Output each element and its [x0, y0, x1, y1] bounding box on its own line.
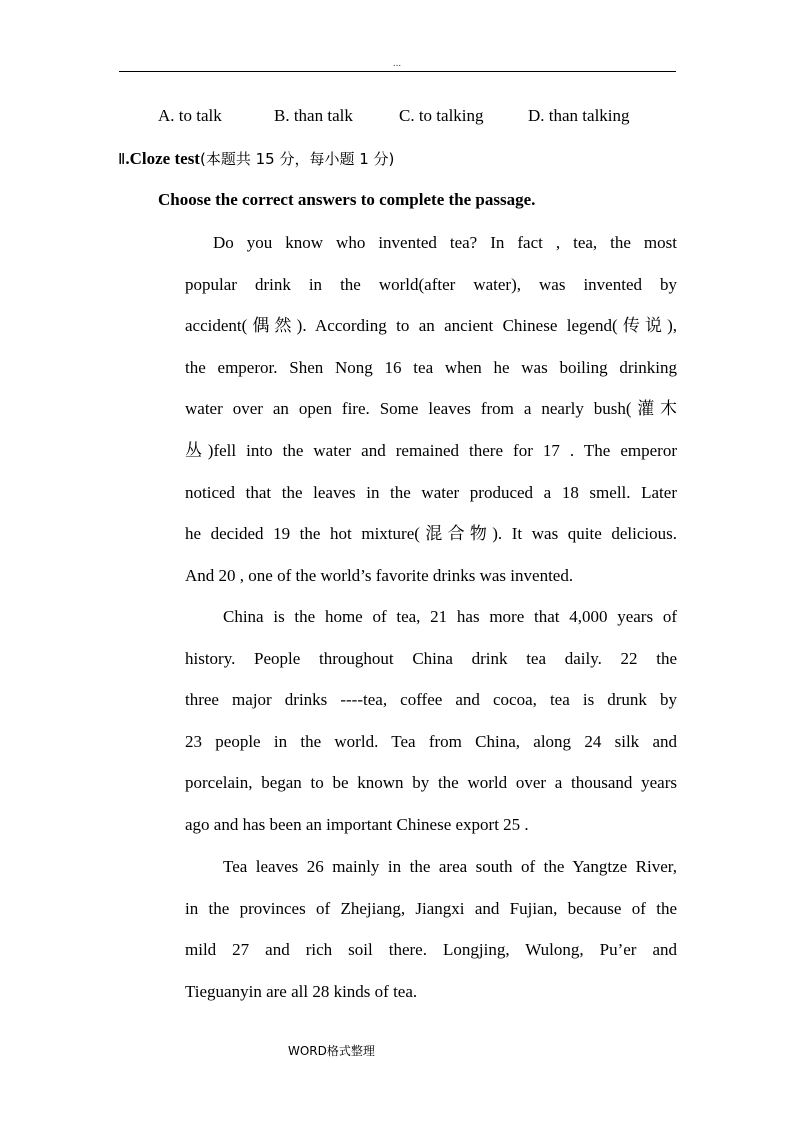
section-title: .Cloze test — [125, 149, 200, 168]
passage-line: in the provinces of Zhejiang, Jiangxi and Fujian, because of the — [185, 898, 677, 918]
passage-line: three major drinks ----tea, coffee and cocoa, tea is drunk by — [185, 690, 677, 710]
passage-line: Tea leaves 26 mainly in the area south of the Yangtze River, — [223, 857, 677, 876]
section-note: (本题共 15 分，每小题 1 分) — [199, 150, 395, 168]
passage-line: Tieguanyin are all 28 kinds of tea. — [185, 981, 418, 1001]
option-a: A. to talk — [158, 106, 222, 125]
passage-line: water over an open fire. Some leaves from a nearly bush(灌木 — [185, 399, 677, 419]
passage-line: mild 27 and rich soil there. Longjing, Wulong, Pu’er and — [185, 940, 677, 960]
passage-line: he decided 19 the hot mixture(混合物). It was quite delicious. — [185, 524, 677, 544]
passage-line: And 20 , one of the world’s favorite drinks was invented. — [185, 565, 574, 585]
passage-paragraph-3 — [185, 846, 677, 1012]
option-b: B. than talk — [274, 106, 353, 125]
passage-line: the emperor. Shen Nong 16 tea when he was boiling drinking — [185, 357, 677, 377]
passage-line: popular drink in the world(after water), was invented by — [185, 274, 677, 294]
header-rule — [119, 71, 676, 72]
passage-line: ago and has been an important Chinese export 25 . — [185, 814, 529, 834]
option-c: C. to talking — [399, 106, 484, 125]
passage-line: history. People throughout China drink tea daily. 22 the — [185, 648, 677, 668]
passage-line: noticed that the leaves in the water produced a 18 smell. Later — [185, 482, 677, 502]
footer-label: WORD格式整理 — [288, 1044, 375, 1058]
header-dots: ... — [392, 58, 402, 69]
passage-line: accident(偶然). According to an ancient Chinese legend(传说), — [185, 316, 677, 336]
answer-options — [0, 106, 794, 130]
passage-line: porcelain, began to be known by the world over a thousand years — [185, 773, 677, 793]
passage-line: 丛)fell into the water and remained there for 17 . The emperor — [185, 440, 677, 460]
section-heading — [118, 148, 394, 169]
passage-paragraph-1 — [185, 222, 677, 596]
option-d: D. than talking — [528, 106, 630, 125]
passage-paragraph-2 — [185, 596, 677, 846]
passage-line: 23 people in the world. Tea from China, along 24 silk and — [185, 731, 677, 751]
instruction: Choose the correct answers to complete the passage. — [158, 190, 536, 209]
passage-line: Do you know who invented tea? In fact , tea, the most — [213, 233, 677, 252]
section-number: Ⅱ — [118, 150, 126, 168]
passage-line: China is the home of tea, 21 has more that 4,000 years of — [223, 607, 677, 626]
